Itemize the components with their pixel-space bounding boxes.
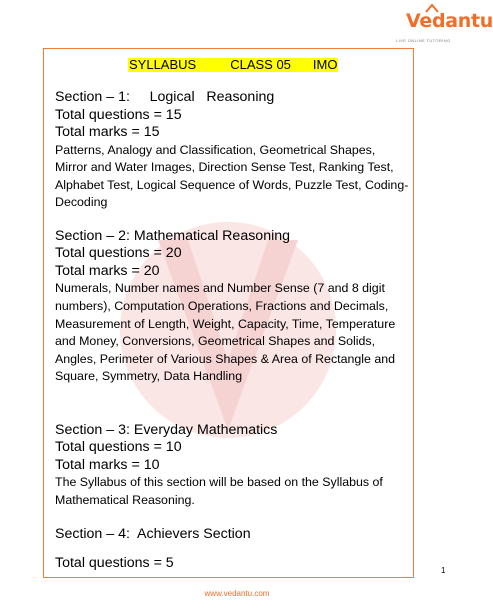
total-marks: Total marks = 15 <box>55 124 160 140</box>
total-questions: Total questions = 5 <box>55 555 174 572</box>
section-2 <box>55 228 411 386</box>
section-heading: Section – 4: Achievers Section <box>55 525 251 542</box>
syllabus-content <box>55 89 411 573</box>
logo-text: Vedantu <box>406 10 493 32</box>
footer-url[interactable]: www.vedantu.com <box>204 589 270 598</box>
section-heading: Section – 2: Mathematical Reasoning <box>55 227 291 244</box>
title-class: CLASS 05 <box>230 57 291 72</box>
total-marks: Total marks = 20 <box>55 262 160 279</box>
section-heading: Section – 1: Logical Reasoning <box>55 89 275 105</box>
total-questions: Total questions = 15 <box>55 106 182 123</box>
section-4 <box>55 526 411 573</box>
title-exam: IMO <box>312 57 338 72</box>
total-questions: Total questions = 20 <box>55 245 182 262</box>
logo-tagline: LIVE ONLINE TUTORING <box>396 38 451 43</box>
section-3 <box>55 422 411 510</box>
section-heading: Section – 3: Everyday Mathematics <box>55 421 278 438</box>
section-1 <box>55 89 411 212</box>
total-questions: Total questions = 10 <box>55 439 182 456</box>
page-title <box>128 58 338 72</box>
section-topics: The Syllabus of this section will be based on the Syllabus of Mathematical Reasoning. <box>55 475 383 508</box>
page-number: 1 <box>441 566 446 575</box>
section-topics: Patterns, Analogy and Classification, Geometrical Shapes, Mirror and Water Images, Direction Sense Test, Ranking Test, Alphabet Test, Logical Sequence of Words, Puzzle Test, Coding-Decoding <box>55 142 409 210</box>
title-syllabus: SYLLABUS <box>129 57 197 72</box>
vedantu-logo <box>388 4 493 48</box>
section-topics: Numerals, Number names and Number Sense (7 and 8 digit numbers), Computation Operations, Fractions and Decimals, Measurement of Length, Weight, Capacity, Time, Temperature and Money, Conversions, Geometrical Shapes and Solids, Angles, Perimeter of Various Shapes & Area of Rectangle and Square, Symmetry, Data Handling <box>55 281 396 384</box>
total-marks: Total marks = 10 <box>55 456 160 473</box>
